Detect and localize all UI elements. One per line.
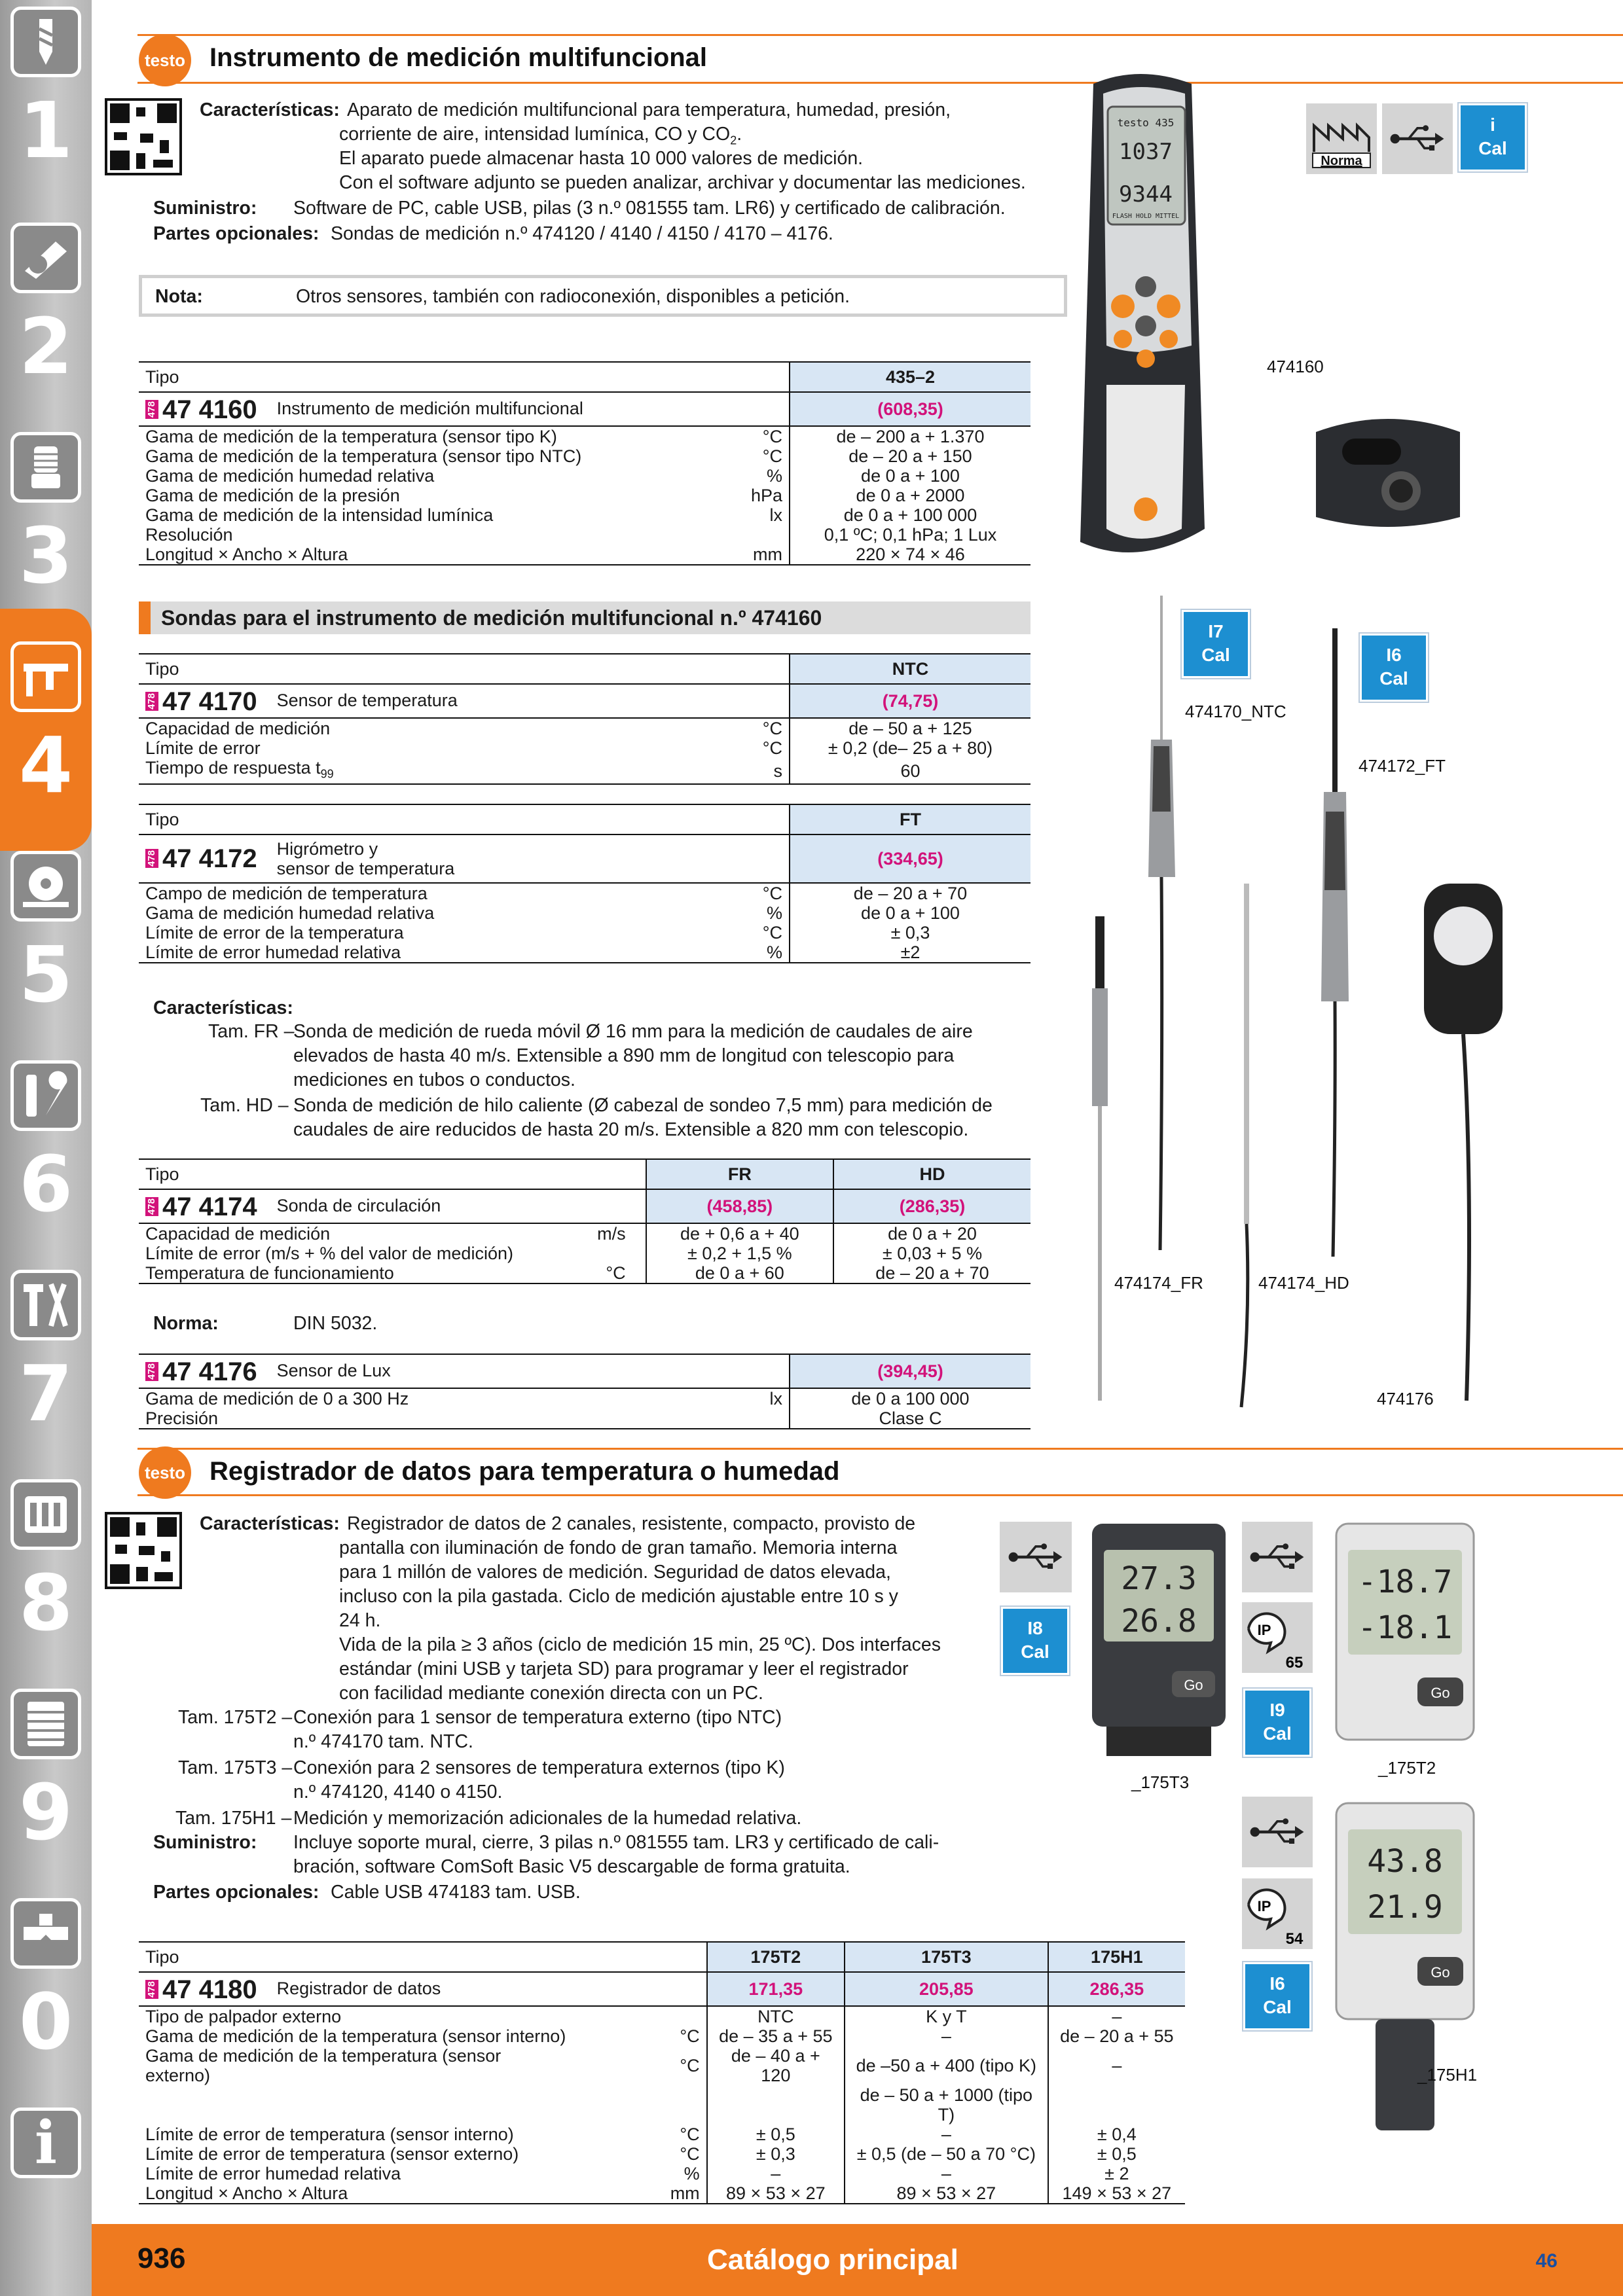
chapter-number: 8 [18,1558,73,1648]
spec-table-474172 [139,804,1030,963]
feature-line: pantalla con iluminación de fondo de gran tamaño. Memoria interna [339,1537,898,1558]
spec-unit: lx [769,1389,782,1408]
subsection-title: Sondas para el instrumento de medición multifuncional n.º 474160 [139,601,1030,634]
spec-name: Gama de medición de la temperatura (sensor externo) [145,2046,501,2085]
feature-line: para 1 millón de valores de medición. Seguridad de datos elevada, [339,1562,891,1583]
svg-text:43.8: 43.8 [1367,1843,1443,1880]
spec-unit [575,2085,707,2125]
column-header: HD [833,1159,1030,1189]
spec-name: Límite de error [145,738,261,758]
variant-text: mediciones en tubos o conductos. [293,1069,575,1090]
qr-code[interactable] [105,1512,182,1589]
image-label: 474172_FT [1359,756,1446,776]
article-price: 286,35 [1048,1972,1185,2006]
spec-name: Límite de error humedad relativa [139,942,640,963]
variant-text: Sonda de medición de hilo caliente (Ø cabezal de sondeo 7,5 mm) para medición de [293,1095,993,1116]
spec-value [707,2085,845,2125]
spec-table-474174 [139,1158,1030,1284]
spec-value: de – 50 a + 1000 (tipo T) [845,2085,1048,2125]
article-code: 47 4172 [162,844,257,873]
variant-text: Sonda de medición de rueda móvil Ø 16 mm para la medición de caudales de aire [293,1021,973,1042]
image-label: 474174_HD [1258,1273,1349,1293]
spec-name: Gama de medición de 0 a 300 Hz [145,1389,409,1408]
column-header: 175H1 [1048,1942,1185,1972]
variant-text: n.º 474170 tam. NTC. [293,1731,473,1752]
article-row[interactable]: 478 47 4172 Higrómetro y sensor de temperatura [139,834,790,883]
spec-value: de 0 a + 2000 [790,486,1030,505]
spec-table-474160 [139,361,1030,565]
chapter-1-tab[interactable] [5,0,86,208]
article-price: 171,35 [707,1972,845,2006]
pliers-icon [10,1270,81,1340]
spec-name: Capacidad de medición m/s [145,1224,626,1244]
spec-value: 220 × 74 × 46 [790,545,1030,565]
svg-text:9344: 9344 [1119,181,1173,207]
spec-value: 149 × 53 × 27 [1048,2183,1185,2204]
feature-line: con facilidad mediante conexión directa con un PC. [339,1683,763,1704]
spec-name: Límite de error (m/s + % del valor de medición) [145,1244,513,1263]
usb-icon [1000,1522,1072,1592]
spec-unit [640,1408,790,1429]
spec-value: – [845,2164,1048,2183]
spec-unit [575,2006,707,2026]
image-label: 474160 [1267,357,1324,376]
chapter-0-tab[interactable] [5,1892,86,2100]
spec-value: de – 35 a + 55 [707,2026,845,2046]
column-header: 175T3 [845,1942,1048,1972]
spec-unit [640,525,790,545]
variant-text: Conexión para 1 sensor de temperatura externo (tipo NTC) [293,1707,782,1728]
features-label: Características: [200,99,340,120]
spec-name: Gama de medición de la temperatura (sensor tipo NTC) [145,446,582,466]
article-row[interactable]: 478 47 4176 Sensor de Lux [139,1354,790,1388]
spec-unit: °C [680,2144,700,2164]
features-label: Características: [200,1513,340,1534]
feature-line: Vida de la pila ≥ 3 años (ciclo de medición 15 min, 25 ºC). Dos interfaces [339,1634,941,1655]
spec-table-474176 [139,1354,1030,1429]
spec-unit: % [640,942,790,963]
section-divider [137,1494,1623,1496]
chapter-6-tab[interactable] [5,1054,86,1262]
chapter-8-tab[interactable] [5,1473,86,1681]
toolcart-icon [10,1479,81,1550]
spec-unit: mm [575,2183,707,2204]
variant-text: Conexión para 2 sensores de temperatura externos (tipo K) [293,1757,785,1778]
svg-text:21.9: 21.9 [1367,1889,1443,1926]
spec-value: ± 0,5 [1048,2144,1185,2164]
chapter-2-tab[interactable] [5,216,86,424]
spec-table-474170 [139,653,1030,785]
article-price: 205,85 [845,1972,1048,2006]
spec-unit: °C [762,884,782,903]
spec-name: Precisión [139,1408,640,1429]
svg-text:Norma: Norma [1321,154,1362,168]
spec-value: de –50 a + 400 (tipo K) [845,2046,1048,2085]
catalog-title: Catálogo principal [707,2244,958,2276]
section-divider [137,82,1623,84]
spec-value: Clase C [790,1408,1030,1429]
feature-line: incluso con la pila gastada. Ciclo de medición ajustable entre 10 s y [339,1586,898,1607]
spec-name: Gama de medición de la intensidad lumínica [145,505,494,525]
article-code: 47 4174 [162,1192,257,1221]
clamp-icon [10,432,81,503]
cal-icon: I9 Cal [1243,1689,1311,1757]
svg-text:54: 54 [1285,1930,1304,1948]
meter-connector-image [1309,406,1467,530]
supply-label: Suministro: [153,1832,257,1853]
spec-value: de – 20 a + 70 [790,883,1030,903]
variant-text: caudales de aire reducidos de hasta 20 m/s. Extensible a 820 mm con telescopio. [293,1119,969,1140]
article-price: (74,75) [790,684,1030,718]
probes-image [1080,596,1506,1414]
spec-value: – [1048,2006,1185,2026]
info-cal-icon: i Cal [1459,103,1527,171]
svg-text:Go: Go [1431,1685,1450,1701]
spec-unit: hPa [750,486,782,505]
spec-name: Gama de medición de la temperatura (sensor tipo K) [145,427,557,446]
safety-goggles-icon [10,1898,81,1969]
spec-value: – [845,2125,1048,2144]
ip65-icon [1242,1602,1313,1673]
wrench-icon [10,1060,81,1131]
logger-175T3-image [1087,1517,1231,1766]
spec-unit: °C [680,2026,700,2046]
chapter-number: 9 [18,1767,73,1857]
section-divider [137,34,1623,36]
spec-value: ± 0,03 + 5 % [833,1244,1030,1263]
spec-value: 89 × 53 × 27 [707,2183,845,2204]
type-label: Tipo [139,804,790,834]
spec-value: ± 0,2 + 1,5 % [646,1244,833,1263]
spec-value: ± 0,5 [707,2125,845,2144]
variant-label: Tam. 175T3 – [178,1757,293,1778]
variant-text: Medición y memorización adicionales de la humedad relativa. [293,1808,802,1829]
spec-value: – [707,2164,845,2183]
cal-icon: I8 Cal [1001,1607,1069,1675]
svg-text:-18.1: -18.1 [1357,1609,1453,1646]
image-label: 474174_FR [1114,1273,1203,1293]
feature-line: corriente de aire, intensidad lumínica, CO y $CO_2$. [339,124,742,147]
variant-label: Tam. FR – [208,1021,295,1042]
article-row[interactable]: 478 47 4170 Sensor de temperatura [139,684,790,718]
svg-text:testo 435: testo 435 [1117,117,1175,129]
spec-value: de – 20 a + 55 [1048,2026,1185,2046]
column-header: NTC [790,654,1030,684]
image-label: 474176 [1377,1389,1434,1408]
article-price: (458,85) [646,1189,833,1223]
svg-text:Go: Go [1431,1964,1450,1981]
chapter-number: 0 [18,1977,73,2067]
supply-text: bración, software ComSoft Basic V5 descargable de forma gratuita. [293,1856,850,1877]
feature-line: El aparato puede almacenar hasta 10 000 valores de medición. [339,148,864,169]
spec-value: ± 0,3 [707,2144,845,2164]
spec-value: de 0 a + 60 [646,1263,833,1283]
spec-name: Tipo de palpador externo [145,2007,342,2026]
feature-line: 24 h. [339,1610,381,1631]
features-label: Características: [153,997,293,1018]
norm-label: Norma: [153,1313,219,1334]
spec-name: Campo de medición de temperatura [145,884,428,903]
spec-value: K y T [845,2006,1048,2026]
column-header: FR [646,1159,833,1189]
drill-bit-icon [10,7,81,77]
spec-unit: °C [762,738,782,758]
usb-icon [1382,103,1453,174]
spec-name: Límite de error de temperatura (sensor externo) [145,2144,519,2164]
testo-logo: testo [139,1446,191,1499]
spec-unit: % [766,903,782,923]
spec-unit: °C [680,2056,700,2075]
spec-value: 0,1 ºC; 0,1 hPa; 1 Lux [790,525,1030,545]
spec-value: de – 20 a + 70 [833,1263,1030,1283]
spec-name: Gama de medición humedad relativa [145,903,435,923]
supply-label: Suministro: [153,198,257,219]
feature-line: Registrador de datos de 2 canales, resistente, compacto, provisto de [347,1513,916,1534]
spec-value: 89 × 53 × 27 [845,2183,1048,2204]
page-footer [92,2224,1623,2296]
type-label: Tipo [139,1159,646,1189]
spec-name: Gama de medición de la temperatura (sensor interno) [145,2026,566,2046]
spec-value: – [845,2026,1048,2046]
spec-value: ± 0,3 [790,923,1030,942]
section-title: Registrador de datos para temperatura o humedad [210,1457,840,1486]
spec-name: Tiempo de respuesta $t_{99}$ [139,758,640,784]
optional-label: Partes opcionales: [153,223,319,244]
grinder-icon [10,223,81,293]
spec-value: ± 0,5 (de – 50 a 70 °C) [845,2144,1048,2164]
usb-icon [1242,1522,1313,1592]
variant-label: Tam. HD – [200,1095,289,1116]
chapter-sidebar [0,0,92,2296]
optional-label: Partes opcionales: [153,1882,319,1903]
article-code: 47 4176 [162,1357,257,1386]
chapter-number: 7 [18,1348,73,1439]
multifunction-meter-image [1067,71,1211,575]
chapter-7-tab[interactable] [5,1263,86,1471]
spec-name: Resolución [145,525,233,545]
note-text: Otros sensores, también con radioconexión, disponibles a petición. [296,286,850,307]
spec-unit: % [766,466,782,486]
feature-line: estándar (mini USB y tarjeta SD) para programar y leer el registrador [339,1659,909,1679]
spec-value: de – 50 a + 125 [790,718,1030,738]
spec-name [139,2085,575,2125]
article-code: 47 4180 [162,1975,257,2004]
svg-text:1037: 1037 [1119,139,1173,165]
spec-value: de – 20 a + 150 [790,446,1030,466]
spec-name: Límite de error de la temperatura [145,923,404,942]
spec-value: ± 0,2 (de– 25 a + 80) [790,738,1030,758]
spec-unit: °C [762,446,782,466]
chapter-3-tab[interactable] [5,425,86,634]
spec-value: NTC [707,2006,845,2026]
spec-name: Límite de error humedad relativa [145,2164,401,2183]
svg-text:26.8: 26.8 [1121,1603,1197,1640]
spec-value: – [1048,2046,1185,2085]
qr-code[interactable] [105,98,182,175]
article-price: (334,65) [790,834,1030,883]
spec-value: de 0 a + 20 [833,1223,1030,1244]
image-label: _175H1 [1417,2065,1478,2085]
chapter-number: 4 [18,720,73,810]
spec-unit: lx [769,505,782,525]
variant-text: n.º 474120, 4140 o 4150. [293,1782,503,1803]
spec-name: Límite de error de temperatura (sensor interno) [145,2125,514,2144]
note-label: Nota: [155,286,203,307]
spec-value: de 0 a + 100 [790,903,1030,923]
column-header: 175T2 [707,1942,845,1972]
svg-text:27.3: 27.3 [1121,1560,1197,1597]
column-header: FT [790,804,1030,834]
type-label: Tipo [139,1942,707,1972]
spec-value: 60 [790,758,1030,784]
image-label: 474170_NTC [1185,702,1286,721]
spec-unit: s [640,758,790,784]
chapter-5-tab[interactable] [5,844,86,1052]
variant-label: Tam. 175T2 – [178,1707,293,1728]
spec-name: Capacidad de medición [145,719,331,738]
spec-unit: mm [640,545,790,565]
feature-line: Aparato de medición multifuncional para temperatura, humedad, presión, [347,99,951,120]
spec-unit: % [684,2164,700,2183]
norm-value: DIN 5032. [293,1313,378,1334]
cal-icon: I6 Cal [1243,1962,1311,2030]
svg-text:IP: IP [1257,1898,1271,1914]
spec-value: ± 0,4 [1048,2125,1185,2144]
variant-label: Tam. 175H1 – [175,1808,292,1829]
page-number: 936 [137,2242,186,2274]
chapter-4-tab[interactable] [5,635,86,843]
svg-text:-18.7: -18.7 [1357,1564,1453,1600]
spec-name: Temperatura de funcionamiento °C [139,1263,632,1283]
article-price: (394,45) [790,1354,1030,1388]
spec-table-474180 [139,1941,1185,2204]
chapter-number: 1 [18,85,73,175]
supply-text: Software de PC, cable USB, pilas (3 n.º 081555 tam. LR6) y certificado de calibración. [293,198,1006,219]
optional-text: Cable USB 474183 tam. USB. [331,1882,581,1903]
article-row[interactable]: 478 47 4180 Registrador de datos [139,1972,707,2006]
spec-unit: °C [680,2125,700,2144]
spec-value [1048,2085,1185,2125]
usb-icon [1242,1797,1313,1867]
chapter-number: 6 [18,1139,73,1229]
logger-175T2-image [1332,1517,1478,1753]
article-code: 47 4160 [162,395,257,424]
article-code: 47 4170 [162,687,257,716]
svg-text:65: 65 [1285,1654,1304,1672]
section-divider [137,1448,1623,1450]
ip54-icon [1242,1878,1313,1949]
spec-value: de 0 a + 100 000 [790,505,1030,525]
testo-logo: testo [139,34,191,86]
cal-icon: I7 Cal [1182,610,1250,678]
logger-175H1-image [1332,1797,1478,2137]
variant-text: elevados de hasta 40 m/s. Extensible a 890 mm de longitud con telescopio para [293,1045,955,1066]
spec-value: ± 2 [1048,2164,1185,2183]
note-box [139,275,1067,317]
spec-value: de – 200 a + 1.370 [790,426,1030,446]
svg-text:FLASH HOLD MITTEL: FLASH HOLD MITTEL [1112,213,1180,220]
spec-name: Longitud × Ancho × Altura [139,2183,575,2204]
type-label: Tipo [139,362,790,392]
spec-unit: °C [762,923,782,942]
spec-unit: °C [762,719,782,738]
spec-value: de + 0,6 a + 40 [646,1223,833,1244]
cal-icon: I6 Cal [1360,634,1428,702]
image-label: _175T3 [1131,1772,1190,1792]
spec-value: ±2 [790,942,1030,963]
cabinet-icon [10,1689,81,1759]
spec-name: Longitud × Ancho × Altura [139,545,640,565]
article-row[interactable]: 478 47 4160 Instrumento de medición multifuncional [139,392,790,426]
spec-value: de 0 a + 100 [790,466,1030,486]
image-label: _175T2 [1378,1758,1436,1778]
feature-line: Con el software adjunto se pueden analizar, archivar y documentar las mediciones. [339,172,1026,193]
spec-name: Gama de medición humedad relativa [145,466,435,486]
chapter-number: 5 [18,929,73,1020]
info-tab[interactable] [5,2101,86,2219]
spec-value: de – 40 a + 120 [707,2046,845,2085]
article-price: (286,35) [833,1189,1030,1223]
optional-text: Sondas de medición n.º 474120 / 4140 / 4150 / 4170 – 4176. [331,223,833,244]
section-title: Instrumento de medición multifuncional [210,43,708,72]
info-icon: i [10,2108,81,2178]
saw-disc-icon [10,851,81,922]
chapter-number: 3 [18,511,73,601]
spec-unit: °C [762,427,782,446]
svg-text:IP: IP [1257,1622,1271,1638]
svg-text:Go: Go [1184,1677,1203,1693]
chapter-number: 2 [18,301,73,391]
type-label: Tipo [139,654,790,684]
column-header: 435–2 [790,362,1030,392]
article-price: (608,35) [790,392,1030,426]
caliper-icon [10,641,81,712]
article-row[interactable]: 478 47 4174 Sonda de circulación [139,1189,646,1223]
chapter-9-tab[interactable] [5,1682,86,1890]
spec-value: de 0 a 100 000 [790,1388,1030,1408]
spec-name: Gama de medición de la presión [145,486,400,505]
norma-icon [1306,103,1377,174]
footer-index: 46 [1535,2250,1558,2272]
supply-text: Incluye soporte mural, cierre, 3 pilas n.º 081555 tam. LR3 y certificado de cali- [293,1832,939,1853]
